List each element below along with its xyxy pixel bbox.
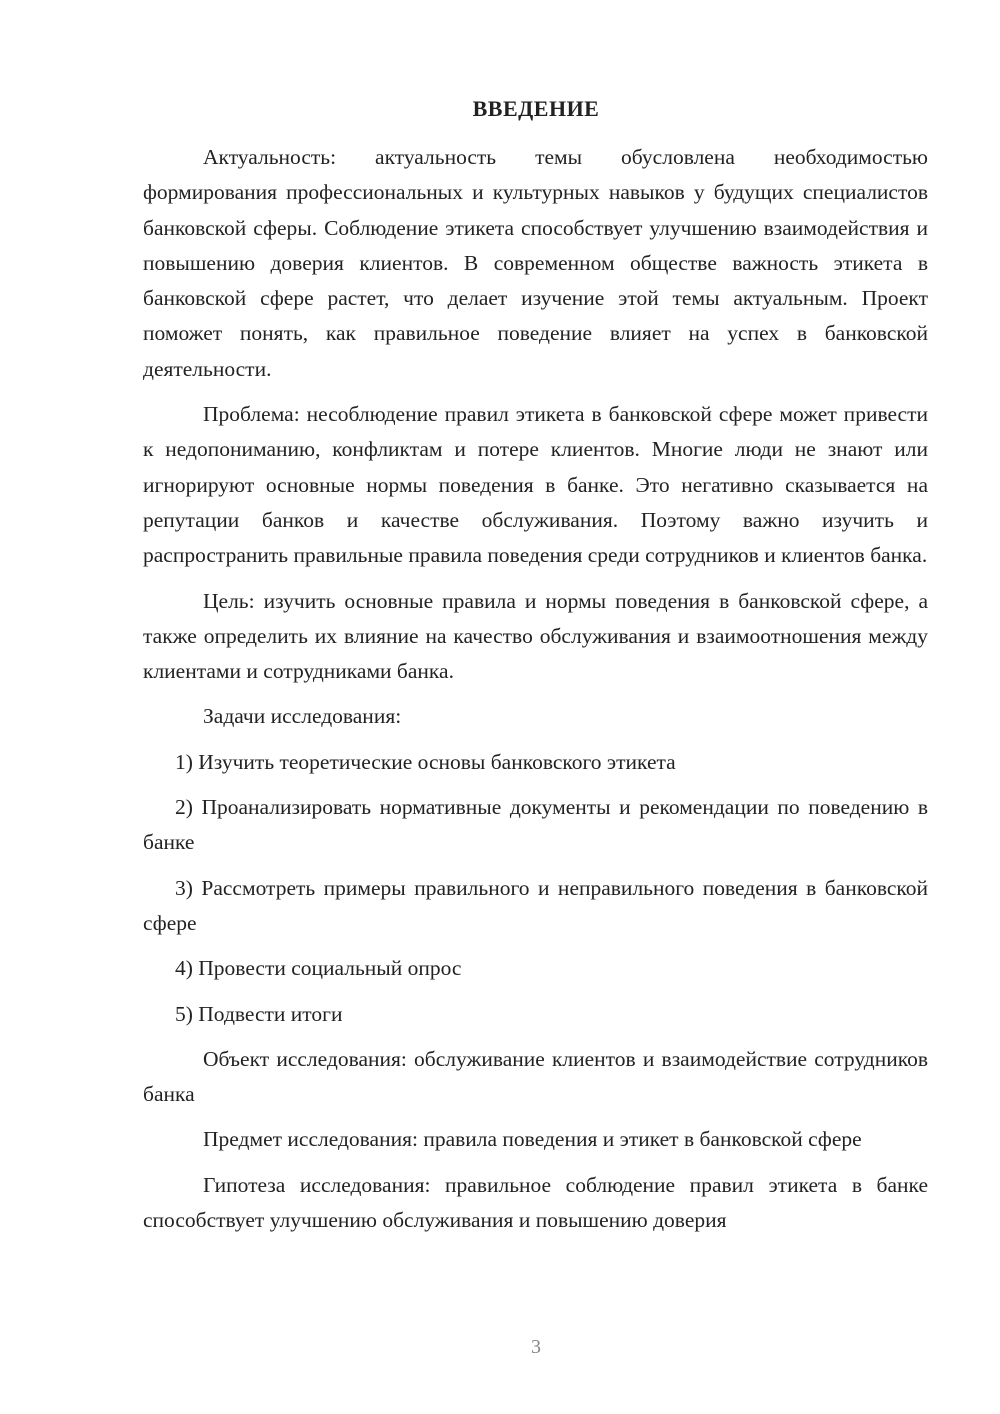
- task-item-4: 4) Провести социальный опрос: [175, 956, 462, 981]
- paragraph-relevance: Актуальность: актуальность темы обусловлена необходимостью формирования профессиональных и культурных навыков у будущих специалистов банковской сферы. Соблюдение этикета способствует улучшению взаимодействия и повышению доверия клиентов. В современном обществе важность этикета в банковской сфере растет, что делает изучение этой темы актуальным. Проект поможет понять, как правильное поведение влияет на успех в банковской деятельности.: [143, 145, 928, 381]
- document-body: [143, 140, 928, 1238]
- page-title: ВВЕДЕНИЕ: [472, 96, 600, 121]
- task-item-5: 5) Подвести итоги: [175, 1001, 343, 1026]
- paragraph-goal: Цель: изучить основные правила и нормы поведения в банковской сфере, а также определить их влияние на качество обслуживания и взаимоотношения между клиентами и сотрудниками банка.: [143, 588, 928, 684]
- paragraph-hypothesis: Гипотеза исследования: правильное соблюдение правил этикета в банке способствует улучшению обслуживания и повышению доверия: [143, 1172, 928, 1233]
- page-number: 3: [531, 1336, 541, 1358]
- paragraph-tasks-heading: Задачи исследования:: [203, 704, 402, 729]
- paragraph-problem: Проблема: несоблюдение правил этикета в банковской сфере может привести к недопониманию, конфликтам и потере клиентов. Многие люди не знают или игнорируют основные нормы поведения в банке. Это негативно сказывается на репутации банков и качестве обслуживания. Поэтому важно изучить и распространить правильные правила поведения среди сотрудников и клиентов банка.: [143, 402, 928, 568]
- task-item-1: 1) Изучить теоретические основы банковского этикета: [175, 749, 676, 774]
- task-item-2: 2) Проанализировать нормативные документы и рекомендации по поведению в банке: [143, 795, 928, 855]
- paragraph-object: Объект исследования: обслуживание клиентов и взаимодействие сотрудников банка: [143, 1046, 928, 1107]
- paragraph-subject: Предмет исследования: правила поведения и этикет в банковской сфере: [203, 1127, 862, 1152]
- task-item-3: 3) Рассмотреть примеры правильного и неправильного поведения в банковской сфере: [143, 875, 928, 935]
